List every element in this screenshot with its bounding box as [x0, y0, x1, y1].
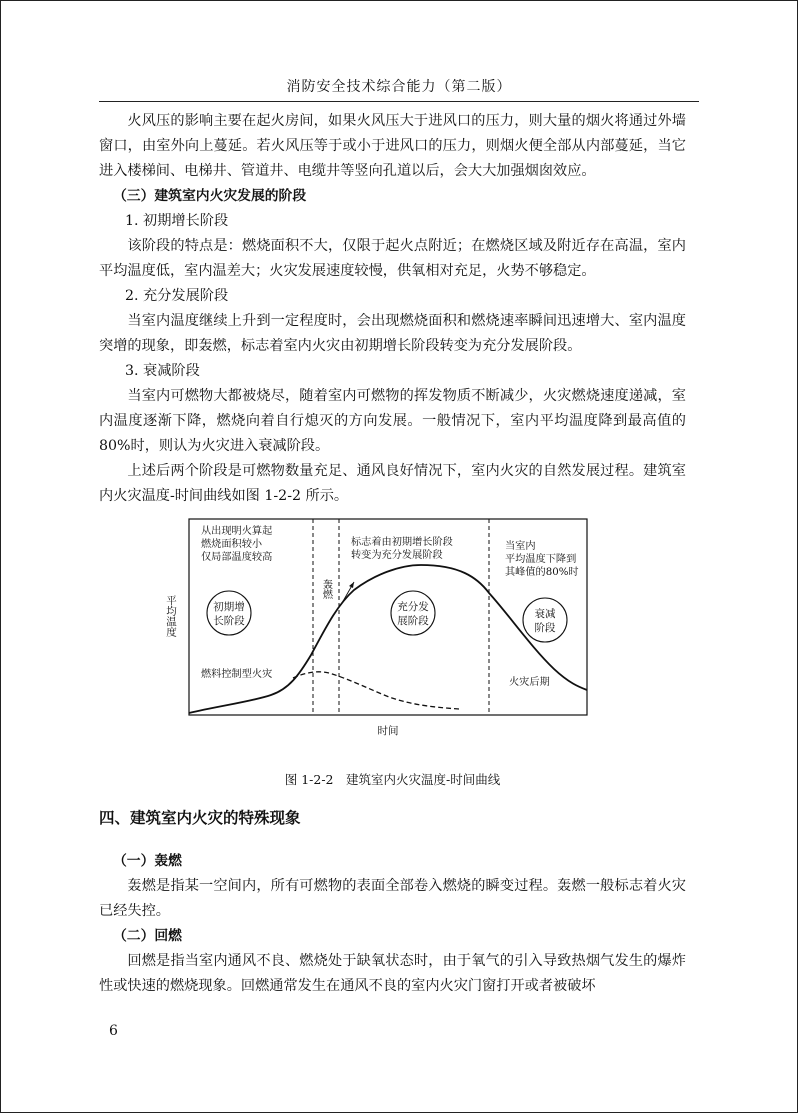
- heading-full-stage: 2. 充分发展阶段: [125, 288, 229, 304]
- fuel-controlled-label: 燃料控制型火灾: [201, 669, 273, 680]
- paragraph-full-stage: 当室内温度继续上升到一定程度时，会出现燃烧面积和燃烧速率瞬间迅速增大、室内温度突增的现象，即轰燃，标志着室内火灾由初期增长阶段转变为充分发展阶段。: [99, 313, 686, 354]
- stage1-label-line2: 长阶段: [213, 615, 245, 627]
- stage3-label-line2: 阶段: [534, 622, 556, 634]
- note-decay-line1: 当室内: [505, 541, 536, 552]
- heading-special-phenomena: 四、建筑室内火灾的特殊现象: [99, 809, 301, 827]
- late-fire-label: 火灾后期: [509, 677, 550, 688]
- stage2-circle: [391, 591, 435, 635]
- heading-backdraft: （二）回燃: [113, 928, 182, 944]
- stage2-label-line1: 充分发: [397, 601, 429, 613]
- paragraph-backdraft: 回燃是指当室内通风不良、燃烧处于缺氧状态时，由于氧气的引入导致热烟气发生的爆炸性或快速的燃烧现象。回燃通常发生在通风不良的室内火灾门窗打开或者被破坏: [99, 953, 686, 994]
- heading-fire-stages: （三）建筑室内火灾发展的阶段: [113, 188, 307, 204]
- flashover-label: 轰燃: [320, 579, 332, 600]
- page-number: 6: [109, 1023, 118, 1039]
- paragraph-fire-wind-pressure: 火风压的影响主要在起火房间，如果火风压大于进风口的压力，则大量的烟火将通过外墙窗口，由室外向上蔓延。若火风压等于或小于进风口的压力，则烟火便全部从内部蔓延，当它进入楼梯间、电梯井、管道井、电缆井等竖向孔道以后，会大大加强烟囱效应。: [99, 113, 686, 179]
- temperature-curve: [189, 565, 587, 713]
- paragraph-initial-stage: 该阶段的特点是：燃烧面积不大，仅限于起火点附近；在燃烧区域及附近存在高温，室内平均温度低，室内温差大；火灾发展速度较慢，供氧相对充足，火势不够稳定。: [99, 238, 686, 279]
- note-full-line2: 转变为充分发展阶段: [351, 550, 443, 561]
- note-full-line1: 标志着由初期增长阶段: [351, 537, 453, 548]
- note-initial-line2: 燃烧面积较小: [201, 539, 263, 550]
- note-initial-line3: 仅局部温度较高: [201, 552, 273, 563]
- running-header: 消防安全技术综合能力（第二版）: [286, 79, 512, 95]
- heading-flashover: （一）轰燃: [113, 853, 182, 869]
- paragraph-decay-stage: 当室内可燃物大都被烧尽，随着室内可燃物的挥发物质不断减少，火灾燃烧速度递减，室内温度逐渐下降，燃烧向着自行熄灭的方向发展。一般情况下，室内平均温度降到最高值的 80%时，则认为火灾进入衰减阶段。: [99, 388, 686, 454]
- paragraph-summary: 上述后两个阶段是可燃物数量充足、通风良好情况下，室内火灾的自然发展过程。建筑室内火灾温度-时间曲线如图 1-2-2 所示。: [99, 463, 686, 504]
- fuel-controlled-curve: [293, 672, 459, 709]
- heading-decay-stage: 3. 衰减阶段: [125, 363, 200, 379]
- stage3-label-line1: 衰减: [534, 608, 556, 620]
- temperature-time-diagram: [159, 517, 589, 757]
- heading-initial-stage: 1. 初期增长阶段: [125, 213, 229, 229]
- stage2-label-line2: 展阶段: [397, 615, 429, 627]
- y-axis-label: 平均温度: [165, 595, 177, 637]
- paragraph-flashover: 轰燃是指某一空间内，所有可燃物的表面全部卷入燃烧的瞬变过程。轰燃一般标志着火灾已经失控。: [99, 878, 686, 919]
- stage3-circle: [523, 598, 567, 642]
- page-content: [99, 109, 686, 999]
- x-axis-label: 时间: [377, 725, 399, 737]
- note-decay-line2: 平均温度下降到: [505, 554, 577, 565]
- flashover-arrowhead: [349, 582, 354, 588]
- stage1-label-line1: 初期增: [213, 601, 245, 613]
- stage1-circle: [207, 591, 251, 635]
- note-initial-line1: 从出现明火算起: [201, 526, 273, 537]
- figure-caption: 图 1-2-2 建筑室内火灾温度-时间曲线: [284, 772, 501, 787]
- figure-temperature-time-curve: [99, 509, 686, 792]
- header-rule: [99, 101, 699, 102]
- note-decay-line3: 其峰值的80%时: [505, 567, 579, 578]
